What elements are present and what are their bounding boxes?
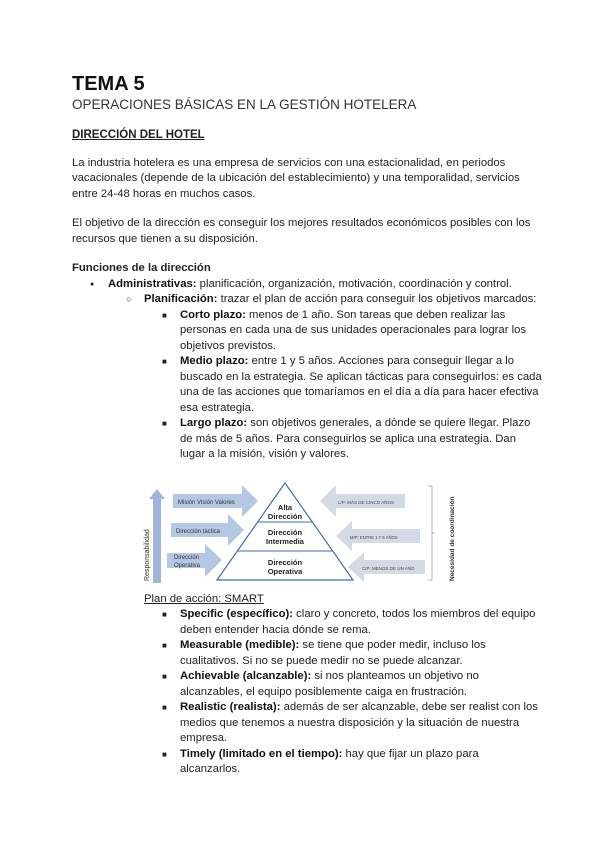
arrow-label: Dirección táctica (176, 528, 221, 535)
level-label: Dirección (267, 527, 303, 537)
item-label: Measurable (medible): (180, 639, 300, 651)
arrow-label: Misión Visión Valores (178, 499, 235, 506)
list-item (180, 416, 542, 463)
item-label: Specific (específico): (180, 608, 294, 620)
item-label: Timely (limitado en el tiempo): (180, 747, 343, 760)
list-item (144, 292, 542, 308)
right-axis-label: Necesidad de coordinación (449, 495, 456, 581)
paragraph: El objetivo de la dirección es conseguir los mejores resultados económicos posibles con los recursos que tienen a su disposición. (72, 217, 531, 245)
item-text: son objetivos generales, a dónde se quiere llegar. Plazo de más de 5 años. Para conseguirlos se aplica una estrategia. Dan lugar a la misión, visión y valores. (180, 417, 531, 460)
smart-heading: Plan de acción: SMART (144, 592, 264, 605)
section-heading: DIRECCIÓN DEL HOTEL (72, 129, 205, 141)
list-item (180, 638, 542, 669)
list-item (180, 308, 542, 355)
item-text: entre 1 y 5 años. Acciones para conseguir llegar a lo buscado en la estrategia. Se aplican tácticas para conseguirlos: es cada una de las acciones que tomaríamos en el día a día para hacer efectiva esa estrategia. (180, 355, 542, 414)
arrow-label: C/P: MENOS DE UN AÑO (362, 565, 415, 571)
item-text: planificación, organización, motivación, coordinación y control. (196, 277, 512, 290)
list-item (180, 354, 542, 416)
left-axis-label: Responsabilidad (144, 528, 151, 581)
subtitle: OPERACIONES BÁSICAS EN LA GESTIÓN HOTELERA (72, 97, 417, 112)
item-text: hay que fijar un plazo para alcanzarlos. (180, 747, 479, 775)
item-text: trazar el plan de acción para conseguir los objetivos marcados: (217, 293, 537, 305)
management-pyramid-diagram (140, 471, 460, 586)
paragraph: La industria hotelera es una empresa de servicios con una estacionalidad, en periodos vacacionales (depende de la ubicación del establecimiento) y una temporalidad, servicios entre 24-48 horas en muchos casos. (72, 156, 520, 200)
level-label: Dirección (267, 557, 303, 567)
arrow-label: M/P: ENTRE 1 Y 5 AÑOS (350, 534, 398, 540)
level-label: Operativa (267, 566, 303, 576)
list-item (180, 669, 542, 700)
item-label: Corto plazo: (180, 308, 246, 321)
item-text: menos de 1 año. Son tareas que deben realizar las personas en cada una de sus unidades operacionales para lograr los objetivos previstos. (180, 308, 527, 352)
level-label: Intermedia (266, 536, 304, 546)
level-label: Dirección (267, 511, 303, 521)
item-label: Largo plazo: (180, 417, 248, 429)
functions-heading: Funciones de la dirección (72, 262, 211, 274)
list-item (180, 747, 542, 778)
list-item (180, 700, 542, 747)
arrow-label: Operativa (174, 562, 201, 569)
arrow-label: L/P: MÁS DE CINCO AÑOS (338, 499, 395, 505)
item-text: además de ser alcanzable, debe ser realist con los medios que tenemos a nuestra disposición y la situación de nuestra empresa. (180, 701, 538, 744)
item-label: Administrativas: (108, 277, 197, 290)
item-label: Medio plazo: (180, 355, 249, 367)
page-title: TEMA 5 (72, 73, 145, 95)
item-label: Planificación: (144, 293, 218, 305)
item-text: claro y concreto, todos los miembros del equipo deben entender hacia dónde se rema. (180, 608, 536, 636)
item-text: si nos planteamos un objetivo no alcanzables, el equipo posiblemente caiga en frustración. (180, 670, 479, 698)
item-text: se tiene que poder medir, incluso los cualitativos. Si no se puede medir no se puede alcanzar. (180, 639, 486, 667)
level-label: Alta (277, 502, 293, 512)
arrow-label: Dirección (174, 554, 200, 561)
responsibility-arrow (153, 499, 161, 583)
list-item (180, 607, 542, 638)
list-item (108, 277, 542, 293)
item-label: Achievable (alcanzable): (180, 670, 312, 682)
item-label: Realistic (realista): (180, 701, 281, 713)
